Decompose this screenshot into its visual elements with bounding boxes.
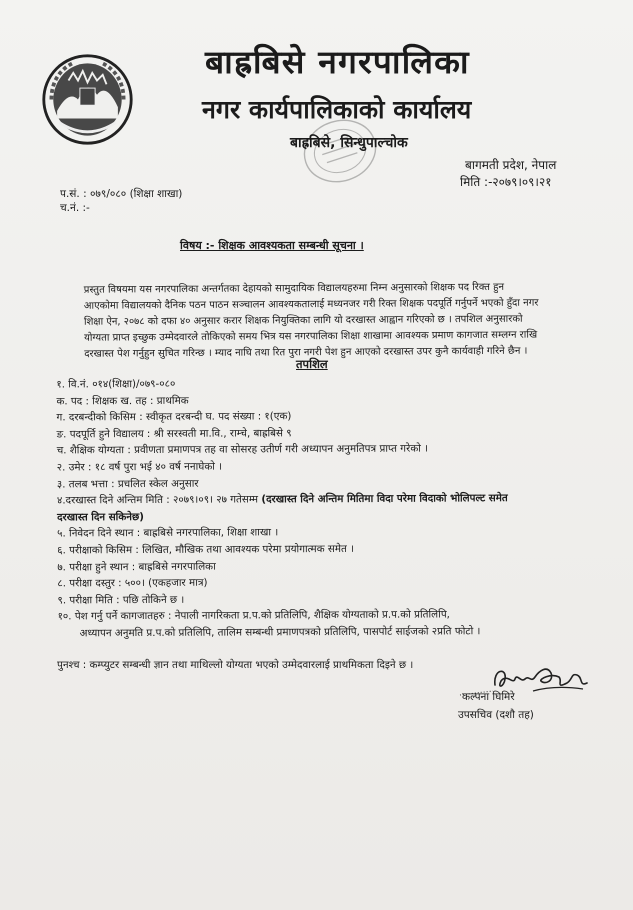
detail-item: क. पद : शिक्षक ख. तह : प्राथमिक — [56, 394, 189, 408]
body-line: प्रस्तुत विषयमा यस नगरपालिका अन्तर्गतका देहायको सामुदायिक विद्यालयहरुमा निम्न अनुसारको शिक्षक पद रिक्त हुन — [83, 281, 505, 296]
body-line: आएकोमा विद्यालयको दैनिक पठन पाठन सञ्चालन आवश्यकतालाई मध्यनजर गरी रिक्त शिक्षक पदपूर्ति गर्नुपर्ने भएको हुँदा नगर — [83, 297, 539, 312]
deadline-note: (दरखास्त दिने अन्तिम मितिमा विदा परेमा विदाको भोलिपल्ट समेत — [261, 492, 508, 506]
reference-number: प.सं. : ०७९/०८० (शिक्षा शाखा) — [60, 188, 183, 200]
postscript: पुनश्च : कम्प्युटर सम्बन्धी ज्ञान तथा माथिल्लो योग्यता भएको उम्मेदवारलाई प्राथमिकता दिइने छ । — [57, 659, 414, 671]
detail-item: १. वि.नं. ०१४(शिक्षा)/०७९-०८० — [56, 377, 176, 391]
letter-subject: विषय :- शिक्षक आवश्यकता सम्बन्धी सूचना । — [180, 239, 364, 252]
detail-item: ३. तलब भत्ता : प्रचलित स्केल अनुसार — [56, 477, 199, 491]
detail-item: १०. पेश गर्नु पर्ने कागजातहरु : नेपाली नागरिकता प्र.प.को प्रतिलिपि, शैक्षिक योग्यताको प्र.प.को प्रतिलिपि, — [57, 608, 450, 623]
signer-name: कल्पना घिमिरे — [462, 691, 515, 703]
organization-name: बाह्रबिसे नगरपालिका — [205, 43, 470, 81]
detail-item: अध्यापन अनुमति प्र.प.को प्रतिलिपि, तालिम सम्बन्धी प्रमाणपत्रको प्रतिलिपि, पासपोर्ट साईजको २प्रति फोटो । — [79, 625, 481, 640]
body-line: योग्यता प्राप्त इच्छुक उम्मेदवारले तोकिएको समय भित्र यस नगरपालिका शिक्षा शाखामा आवश्यक प्रमाण कागजात सम्लग्न राखि — [84, 329, 538, 344]
detail-item: ७. परीक्षा हुने स्थान : बाह्रबिसे नगरपालिका — [57, 560, 216, 573]
letter-date: मिति :-२०७९।०९।२१ — [460, 175, 552, 189]
office-name: नगर कार्यपालिकाको कार्यालय — [202, 95, 472, 124]
organization-address: बाह्रबिसे, सिन्धुपाल्चोक — [290, 135, 408, 151]
signer-title: उपसचिव (दशौ तह) — [458, 709, 534, 721]
details-list — [56, 374, 617, 642]
details-heading: तपशिल — [296, 357, 328, 371]
notice-body — [60, 279, 606, 363]
deadline-text: ४.दरखास्त दिने अन्तिम मिति : २०७९।०९। २७ गतेसम्म — [56, 493, 259, 507]
detail-item: ङ. पदपूर्ति हुने विद्यालय : श्री सरस्वती मा.वि., राम्चे, बाह्रबिसे ९ — [56, 427, 292, 441]
body-line: शिक्षा ऐन, २०७८ को दफा ४० अनुसार करार शिक्षक नियुक्तिका लागि यो दरखास्त आह्वान गरिएको छ । तपशिल अनुसारको — [83, 313, 523, 328]
detail-item: ८. परीक्षा दस्तुर : ५००। (एकहजार मात्र) — [57, 576, 208, 590]
detail-item: ५. निवेदन दिने स्थान : बाह्रबिसे नगरपालिका, शिक्षा शाखा । — [57, 526, 279, 540]
detail-item: दरखास्त दिन सकिनेछ) — [57, 510, 144, 524]
detail-item: २. उमेर : १८ वर्ष पुरा भई ४० वर्ष ननाघेको । — [56, 460, 223, 474]
detail-item: ग. दरबन्दीको किसिम : स्वीकृत दरबन्दी घ. पद संख्या : १(एक) — [56, 410, 292, 424]
government-emblem-icon — [40, 52, 135, 147]
detail-item: च. शैक्षिक योग्यता : प्रवीणता प्रमाणपत्र तह वा सोसरह उतीर्ण गरी अध्यापन अनुमतिपत्र प्राप्त गरेको । — [56, 442, 429, 457]
dispatch-number: च.नं. :- — [60, 202, 90, 214]
detail-item: ९. परीक्षा मिति : पछि तोकिने छ । — [57, 593, 185, 607]
province-label: बागमती प्रदेश, नेपाल — [465, 158, 557, 172]
detail-item: ६. परीक्षाको किसिम : लिखित, मौखिक तथा आवश्यक परेमा प्रयोगात्मक समेत । — [57, 542, 355, 557]
body-line: दरखास्त पेश गर्नुहुन सुचित गरिन्छ । म्याद नाघि तथा रित पुरा नगरी पेश हुन आएको दरखास्त उपर कुनै कार्यवाही गरिने छैन । — [84, 345, 528, 360]
